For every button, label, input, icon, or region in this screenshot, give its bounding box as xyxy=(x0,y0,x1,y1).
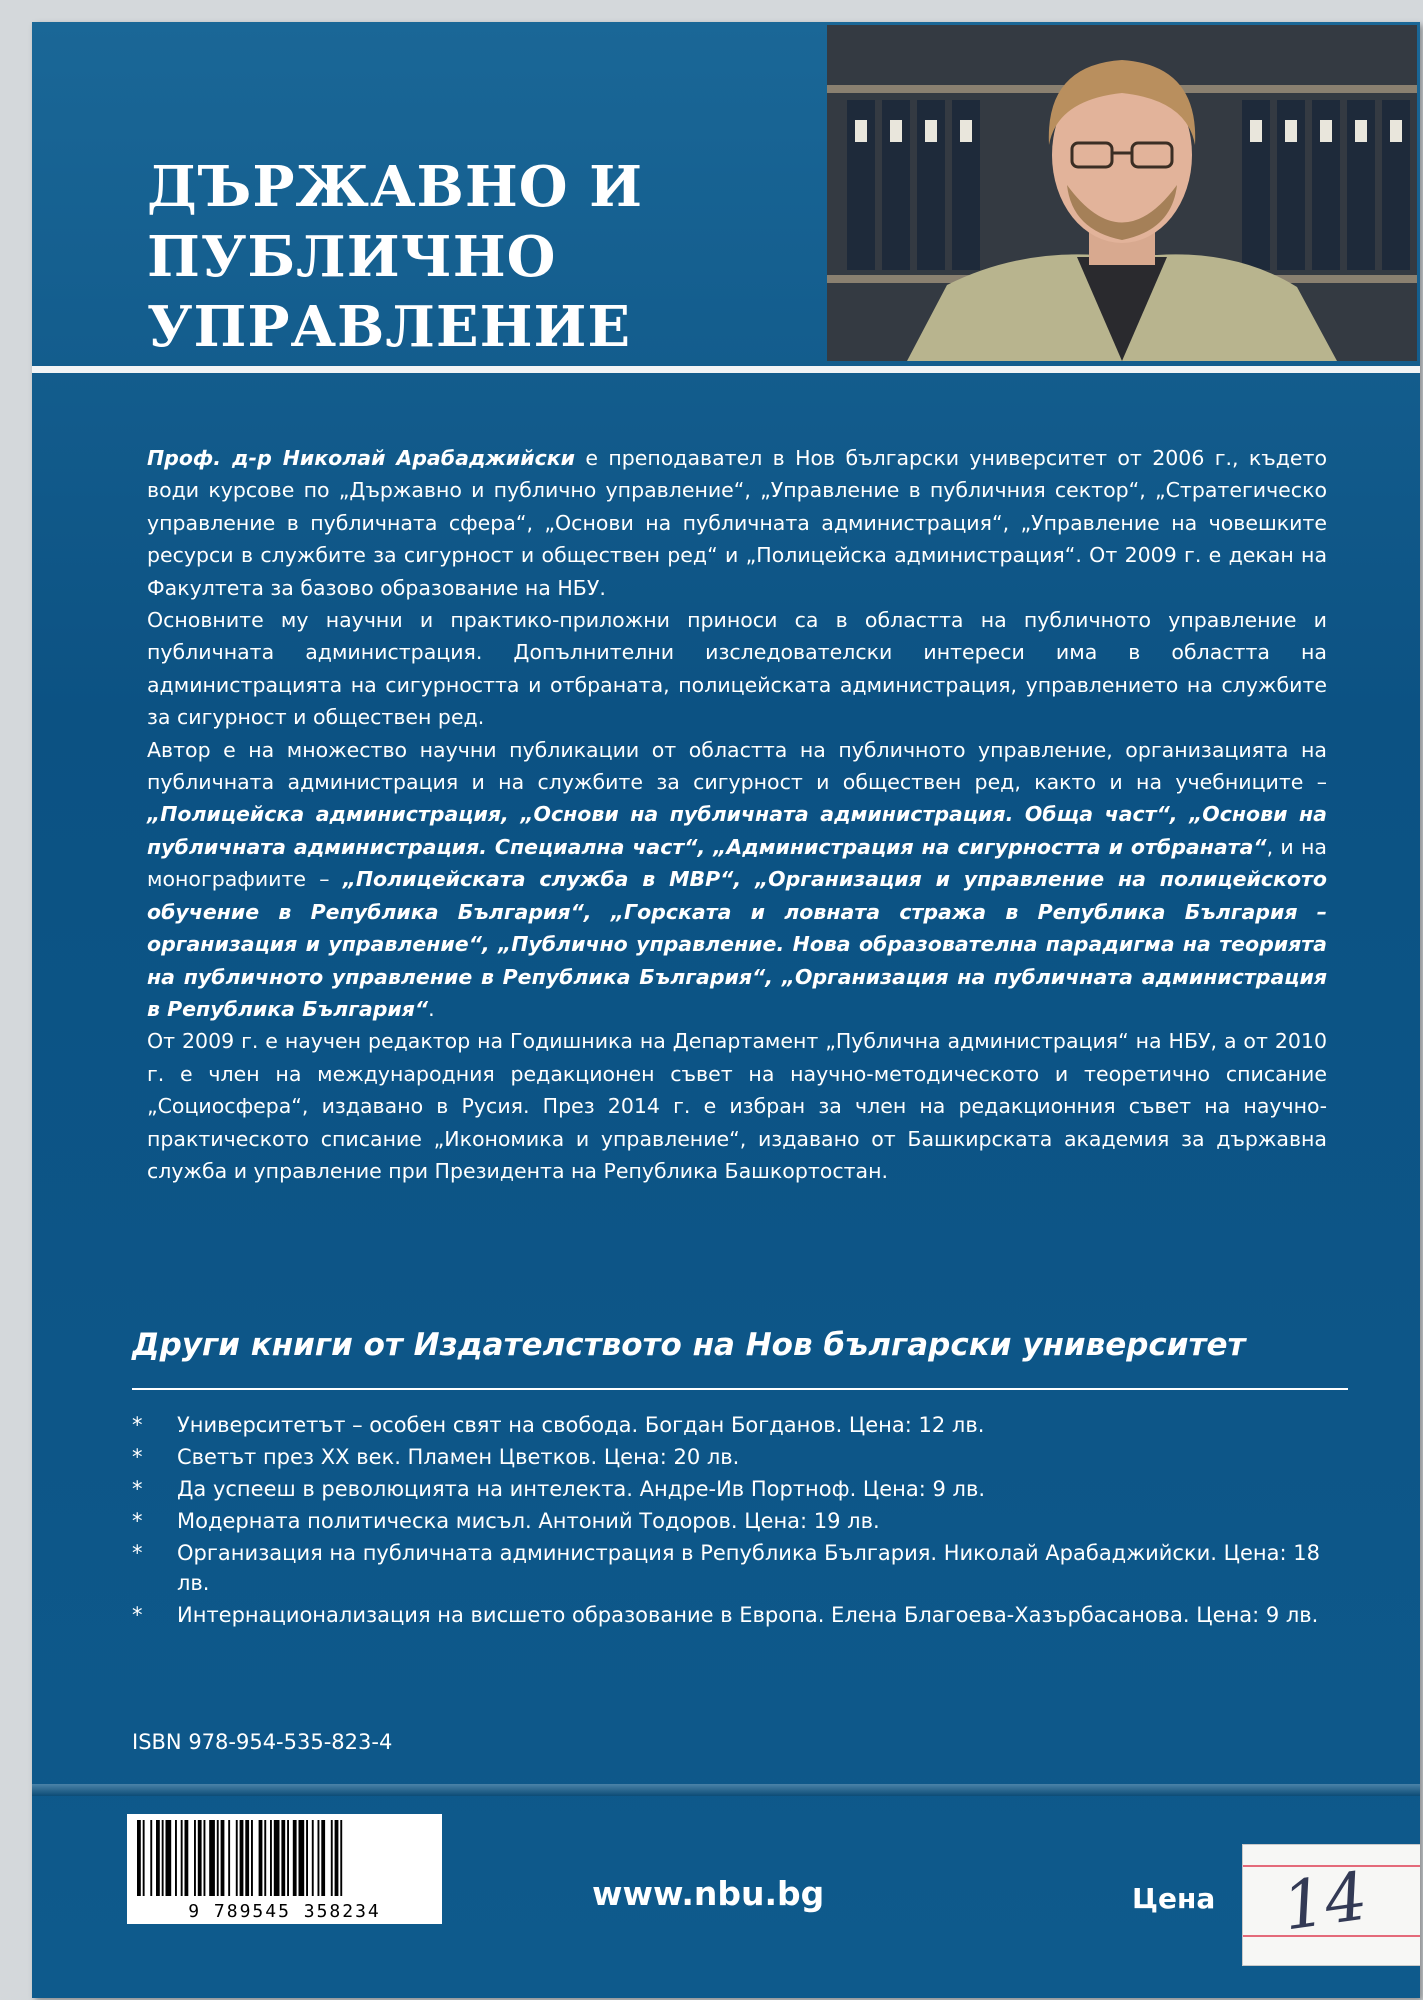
barcode-bars xyxy=(127,1814,442,1898)
bio-paragraph xyxy=(147,442,1327,604)
barcode-bar xyxy=(293,1820,297,1896)
barcode-bar xyxy=(194,1820,196,1896)
price-sticker xyxy=(1242,1844,1420,1966)
title-line: УПРАВЛЕНИЕ xyxy=(147,294,632,360)
barcode-bar xyxy=(221,1820,225,1896)
barcode-bar xyxy=(236,1820,238,1896)
book-back-cover xyxy=(32,22,1420,1998)
bio-paragraph: От 2009 г. е научен редактор на Годишника на Департамент „Публична администрация“ на НБУ, а от 2010 г. е член на международния редакционен съвет на научно-методическото и теоретично списание „Социосфера“, издавано в Русия. През 2014 г. е избран за член на редакционния съвет на научно-практическото списание „Икономика и управление“, издавано от Башкирската академия за държавна служба и управление при Президента на Република Башкортостан. xyxy=(147,1029,1327,1183)
bullet-star-icon: * xyxy=(132,1509,143,1533)
book-entry: Интернационализация на висшето образование в Европа. Елена Благоева-Хазърбасанова. Цена: 9 лв. xyxy=(177,1603,1319,1627)
barcode-bar xyxy=(318,1820,320,1896)
book-entry: Светът през XX век. Пламен Цветков. Цена: 20 лв. xyxy=(177,1445,740,1469)
barcode-bar xyxy=(181,1820,183,1896)
author-name: Проф. д-р Николай Арабаджийски xyxy=(147,446,576,470)
isbn: ISBN 978-954-535-823-4 xyxy=(132,1730,393,1754)
barcode-bar xyxy=(299,1820,305,1896)
bio-text: е преподавател в Нов български университет от 2006 г., където води курсове по „Държавно и публично управление“, „Управление в публичния сектор“, „Стратегическо управление в публичната сфера“, „Основи на публичната администрация“, „Управление на човешките ресурси в службите за сигурност и обществен ред“ и „Полицейска администрация“. От 2009 г. е декан на Факултета за базово образование на НБУ. xyxy=(147,446,1327,600)
list-item xyxy=(132,1538,1352,1598)
monograph-titles: „Полицейската служба в МВР“, „Организация и управление на полицейското обучение в Република България“, „Горската и ловната стража в Република България – организация и управление“, „Публично управление. Нова образователна парадигма на теорията на публичното управление в Република България“, „Организация на публичната администрация в Република България“ xyxy=(147,867,1327,1021)
author-bio xyxy=(147,442,1327,1187)
book-entry: Университетът – особен свят на свобода. Богдан Богданов. Цена: 12 лв. xyxy=(177,1413,985,1437)
barcode-bar xyxy=(175,1820,177,1896)
list-item xyxy=(132,1474,1352,1504)
book-entry: Организация на публичната администрация в Република България. Николай Арабаджийски. Цена: 18 лв. xyxy=(177,1541,1320,1595)
handwritten-price: 14 xyxy=(1278,1857,1372,1946)
list-item xyxy=(132,1600,1352,1630)
book-title xyxy=(147,152,643,362)
title-line: ДЪРЖАВНО И xyxy=(147,154,643,220)
barcode-bar xyxy=(204,1820,206,1896)
header-divider xyxy=(32,366,1420,373)
textbook-titles: „Полицейска администрация, „Основи на публичната администрация. Обща част“, „Основи на публичната администрация. Специална част“, „Администрация на сигурността и отбраната“ xyxy=(147,802,1327,859)
barcode-bar xyxy=(156,1820,160,1896)
other-books-rule xyxy=(132,1388,1348,1390)
barcode-bar xyxy=(331,1820,333,1896)
bullet-star-icon: * xyxy=(132,1541,143,1565)
title-line: ПУБЛИЧНО xyxy=(147,224,557,290)
barcode-bar xyxy=(340,1820,342,1896)
barcode-bar xyxy=(259,1820,263,1896)
barcode-bar xyxy=(251,1820,253,1896)
other-books-list xyxy=(132,1410,1352,1632)
barcode-bar xyxy=(264,1820,266,1896)
other-books-heading: Други книги от Издателството на Нов български университет xyxy=(132,1327,1246,1363)
barcode-bar xyxy=(274,1820,280,1896)
barcode-bar xyxy=(306,1820,308,1896)
list-item xyxy=(132,1410,1352,1440)
bullet-star-icon: * xyxy=(132,1477,143,1501)
author-portrait-image xyxy=(827,25,1417,361)
barcode-bar xyxy=(312,1820,314,1896)
author-photo xyxy=(827,25,1417,361)
barcode-digits: 9 789545 358234 xyxy=(188,1901,381,1922)
bio-text: , и на монографиите – xyxy=(147,834,1327,892)
barcode-bar xyxy=(335,1820,339,1896)
bullet-star-icon: * xyxy=(132,1413,143,1437)
bullet-star-icon: * xyxy=(132,1445,143,1469)
barcode-bar xyxy=(217,1820,219,1896)
barcode-bar xyxy=(209,1820,215,1896)
price-label: Цена xyxy=(1132,1882,1216,1915)
bullet-star-icon: * xyxy=(132,1603,143,1627)
bio-paragraph xyxy=(147,734,1327,1026)
barcode-bar xyxy=(245,1820,249,1896)
barcode-bar xyxy=(240,1820,244,1896)
barcode-bar xyxy=(150,1820,152,1896)
barcode-bar xyxy=(270,1820,272,1896)
barcode-bar xyxy=(137,1820,141,1896)
barcode-bar xyxy=(198,1820,202,1896)
barcode-bar xyxy=(287,1820,289,1896)
barcode-bar xyxy=(143,1820,145,1896)
barcode-bar xyxy=(281,1820,285,1896)
barcode-bar xyxy=(185,1820,189,1896)
barcode-bar xyxy=(228,1820,230,1896)
website-link[interactable]: www.nbu.bg xyxy=(592,1874,825,1913)
list-item xyxy=(132,1442,1352,1472)
barcode-bar xyxy=(166,1820,172,1896)
barcode-bar xyxy=(321,1820,325,1896)
bio-text: Автор е на множество научни публикации от областта на публичното управление, организацията на публичната администрация и на службите за сигурност и обществен ред, както и на учебниците – xyxy=(147,737,1327,795)
book-entry: Да успееш в революцията на интелекта. Андре-Ив Портноф. Цена: 9 лв. xyxy=(177,1477,986,1501)
list-item xyxy=(132,1506,1352,1536)
barcode xyxy=(127,1814,442,1924)
bio-text: . xyxy=(428,996,435,1021)
book-entry: Модерната политическа мисъл. Антоний Тодоров. Цена: 19 лв. xyxy=(177,1509,880,1533)
bio-paragraph: Основните му научни и практико-приложни приноси са в областта на публичното управление и публичната администрация. Допълнителни изследователски интереси има в областта на администрацията на сигурността и отбраната, полицейската администрация, управлението на службите за сигурност и обществен ред. xyxy=(147,608,1327,730)
barcode-bar xyxy=(162,1820,164,1896)
